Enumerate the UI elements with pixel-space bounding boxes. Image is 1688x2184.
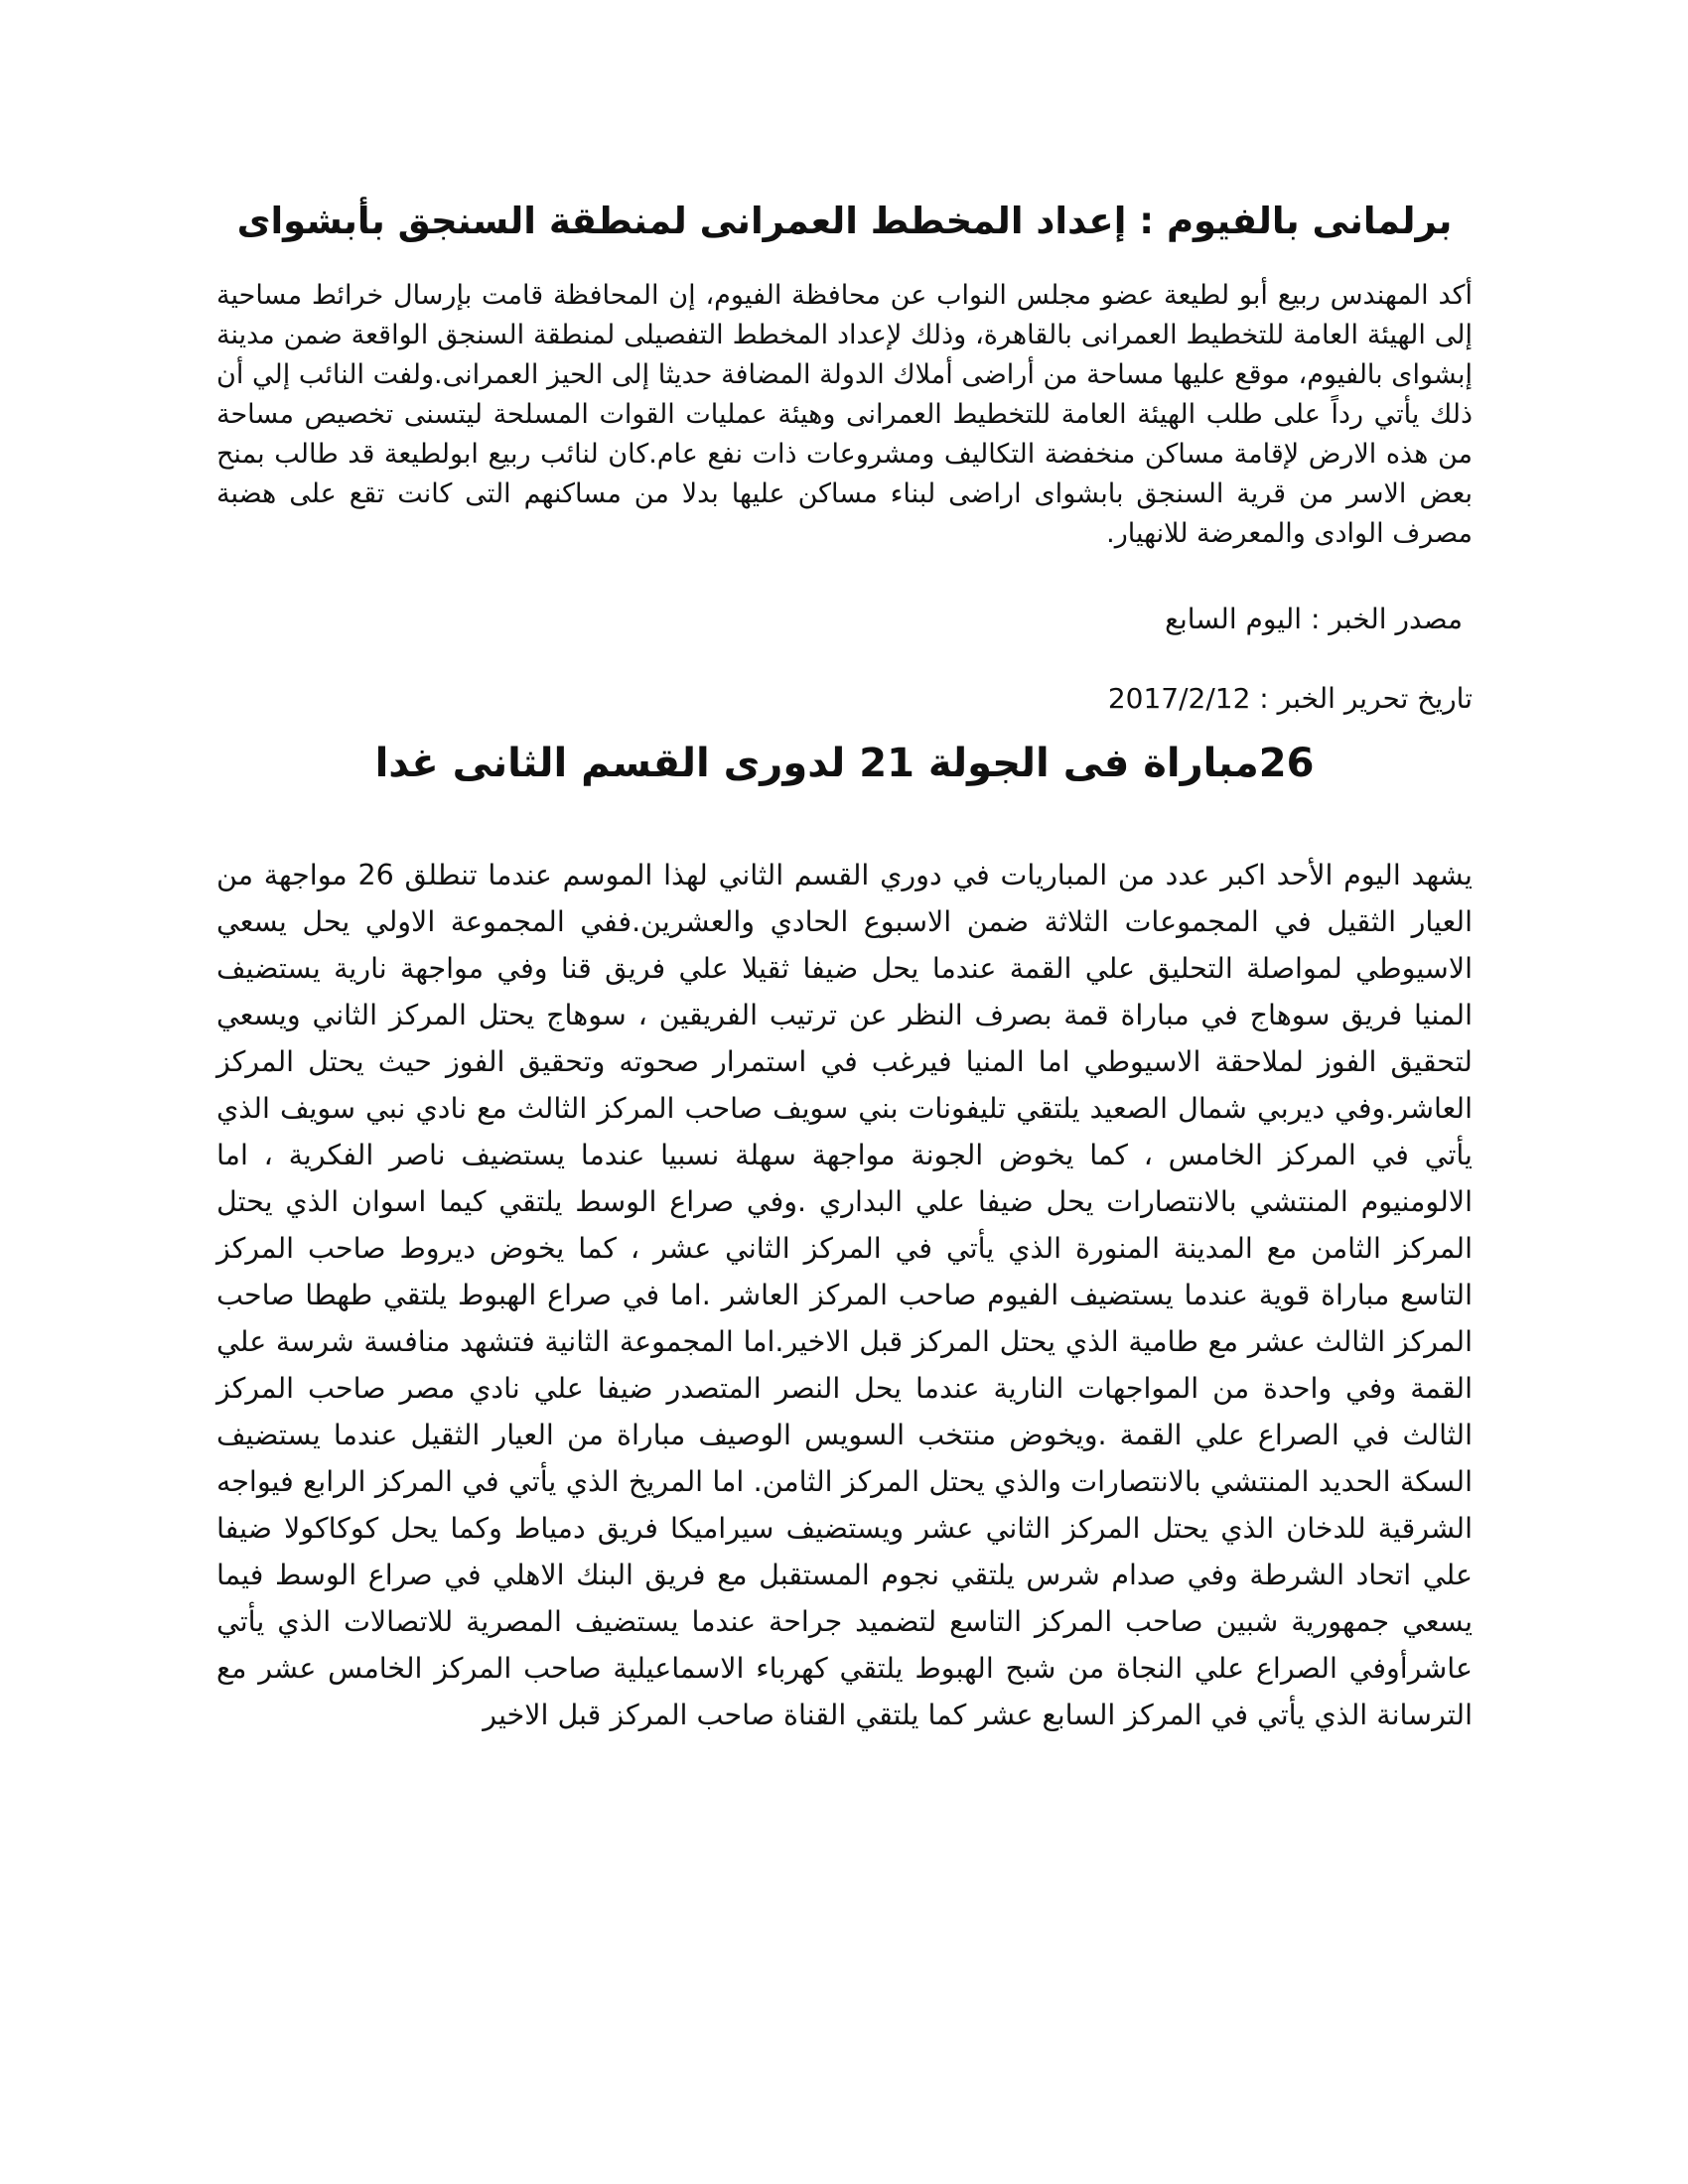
article-1-body: أكد المهندس ربيع أبو لطيعة عضو مجلس النواب عن محافظة الفيوم، إن المحافظة قامت بإرسال خرائط مساحية إلى الهيئة العامة للتخطيط العمرانى بالقاهرة، وذلك لإعداد المخطط التفصيلى لمنطقة السنجق الواقعة ضمن مدينة إبشواى بالفيوم، موقع عليها مساحة من أراضى أملاك الدولة المضافة حديثا إلى الحيز العمرانى.ولفت النائب إلي أن ذلك يأتي رداً على طلب الهيئة العامة للتخطيط العمرانى وهيئة عمليات القوات المسلحة ليتسنى تخصيص مساحة من هذه الارض لإقامة مساكن منخفضة التكاليف ومشروعات ذات نفع عام.كان لنائب ربيع ابولطيعة قد طالب بمنح بعض الاسر من قرية السنجق بابشواى اراضى لبناء مساكن عليها بدلا من مساكنهم التى كانت تقع على هضبة مصرف الوادى والمعرضة للانهيار. xyxy=(216,280,1473,549)
article-2-title: 26مباراة فى الجولة 21 لدورى القسم الثانى غدا xyxy=(374,741,1315,786)
article-1-title: برلمانى بالفيوم : إعداد المخطط العمرانى لمنطقة السنجق بأبشواى xyxy=(236,200,1453,242)
document-content xyxy=(216,189,1473,1738)
article-1-source: مصدر الخبر : اليوم السابع xyxy=(1165,603,1463,635)
article-2-body: يشهد اليوم الأحد اكبر عدد من المباريات في دوري القسم الثاني لهذا الموسم عندما تنطلق 26 مواجهة من العيار الثقيل في المجموعات الثلاثة ضمن الاسبوع الحادي والعشرين.ففي المجموعة الاولي يحل يسعي الاسيوطي لمواصلة التحليق علي القمة عندما يحل ضيفا ثقيلا علي فريق قنا وفي مواجهة نارية يستضيف المنيا فريق سوهاج في مباراة قمة بصرف النظر عن ترتيب الفريقين ، سوهاج يحتل المركز الثاني ويسعي لتحقيق الفوز لملاحقة الاسيوطي اما المنيا فيرغب في استمرار صحوته وتحقيق الفوز حيث يحتل المركز العاشر.وفي ديربي شمال الصعيد يلتقي تليفونات بني سويف صاحب المركز الثالث مع نادي نبي سويف الذي يأتي في المركز الخامس ، كما يخوض الجونة مواجهة سهلة نسبيا عندما يستضيف ناصر الفكرية ، اما الالومنيوم المنتشي بالانتصارات يحل ضيفا علي البداري .وفي صراع الوسط يلتقي كيما اسوان الذي يحتل المركز الثامن مع المدينة المنورة الذي يأتي في المركز الثاني عشر ، كما يخوض ديروط صاحب المركز التاسع مباراة قوية عندما يستضيف الفيوم صاحب المركز العاشر .اما في صراع الهبوط يلتقي طهطا صاحب المركز الثالث عشر مع طامية الذي يحتل المركز قبل الاخير.اما المجموعة الثانية فتشهد منافسة شرسة علي القمة وفي واحدة من المواجهات النارية عندما يحل النصر المتصدر ضيفا علي نادي مصر صاحب المركز الثالث في الصراع علي القمة .ويخوض منتخب السويس الوصيف مباراة من العيار الثقيل عندما يستضيف السكة الحديد المنتشي بالانتصارات والذي يحتل المركز الثامن. اما المريخ الذي يأتي في المركز الرابع فيواجه الشرقية للدخان الذي يحتل المركز الثاني عشر ويستضيف سيراميكا فريق دمياط وكما يحل كوكاكولا ضيفا علي اتحاد الشرطة وفي صدام شرس يلتقي نجوم المستقبل مع فريق البنك الاهلي في صراع الوسط فيما يسعي جمهورية شبين صاحب المركز التاسع لتضميد جراحة عندما يستضيف المصرية للاتصالات الذي يأتي عاشرأوفي الصراع علي النجاة من شبح الهبوط يلتقي كهرباء الاسماعيلية صاحب المركز الخامس عشر مع الترسانة الذي يأتي في المركز السابع عشر كما يلتقي القناة صاحب المركز قبل الاخير xyxy=(216,859,1473,1731)
article-1-date: تاريخ تحرير الخبر : 2017/2/12 xyxy=(1107,682,1473,715)
